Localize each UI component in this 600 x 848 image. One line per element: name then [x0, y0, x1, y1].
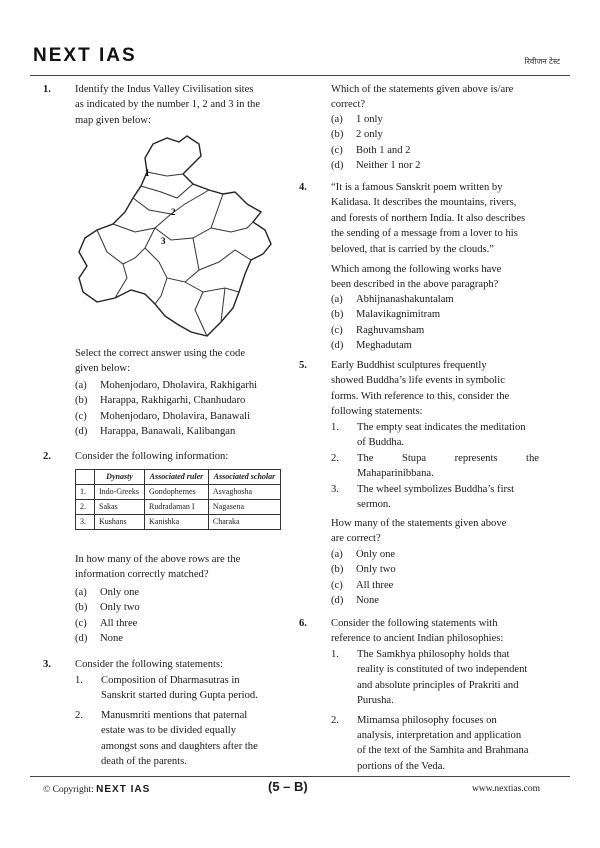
statement-key: 1.: [75, 675, 83, 686]
q1-option-a[interactable]: [75, 378, 285, 393]
table-row: [76, 500, 281, 515]
q4-question-line: Which among the following works have: [331, 264, 502, 275]
statement-text: [357, 482, 539, 513]
option-text: Only two: [356, 564, 396, 576]
option-text: Meghadutam: [356, 340, 412, 352]
map-label-2: 2: [171, 207, 176, 217]
statement-text: [357, 451, 539, 482]
statement-line: The wheel symbolizes Buddha’s first: [357, 483, 515, 495]
state-border: [211, 222, 253, 232]
option-key: (b): [75, 395, 88, 407]
q2-options: [75, 585, 285, 647]
india-map-figure: [75, 132, 285, 342]
q5-number: 5.: [299, 360, 307, 371]
option-key: (d): [331, 340, 344, 352]
statement-key: 1.: [331, 649, 339, 660]
state-border: [221, 288, 225, 322]
q1-option-c[interactable]: [75, 409, 285, 424]
q3-question: [331, 82, 538, 113]
table-cell: Rudradaman I: [145, 500, 209, 515]
state-border: [141, 184, 193, 198]
table-cell: Charaka: [208, 515, 280, 530]
option-key: (c): [331, 579, 343, 591]
statement-line: portions of the Veda.: [357, 760, 446, 772]
q2-question-line: In how many of the above rows are the: [75, 554, 241, 565]
q2-info-table: [75, 469, 281, 530]
q5-statements: [331, 420, 539, 512]
q4-quote-line: “It is a famous Sanskrit poem written by: [331, 182, 503, 193]
option-key: (a): [331, 294, 343, 305]
map-label-3: 3: [161, 236, 166, 246]
table-header-cell: Associated ruler: [145, 470, 209, 485]
q2-number: 2.: [43, 451, 51, 462]
q3-statement-1: [75, 673, 283, 704]
table-cell: Kanishka: [145, 515, 209, 530]
q1-stem-line: map given below:: [75, 114, 151, 126]
statement-line: sermon.: [357, 499, 391, 511]
state-border: [199, 250, 251, 270]
q3-option-b[interactable]: [331, 127, 541, 142]
option-text: Malavikagnimitram: [356, 309, 441, 321]
table-header-row: [76, 470, 281, 485]
option-text: None: [356, 595, 379, 607]
statement-line: Sanskrit started during Gupta period.: [101, 690, 258, 702]
q4-question: [331, 262, 539, 293]
q3-statements: [75, 673, 283, 769]
q2-option-c[interactable]: [75, 616, 285, 631]
option-key: (b): [331, 309, 344, 321]
statement-line: Manusmriti mentions that paternal: [101, 709, 248, 721]
q5-statement-1: [331, 420, 539, 451]
option-text: Neither 1 nor 2: [356, 160, 421, 172]
q5-stem-line: following statements:: [331, 406, 423, 418]
option-key: (a): [75, 587, 87, 598]
table-row: [76, 485, 281, 500]
page-number: (5 – B): [268, 779, 308, 794]
option-text: Harappa, Banawali, Kalibangan: [100, 426, 236, 438]
q1-stem: [75, 82, 282, 128]
q4-quote-line: the sending of a message from a lover to his: [331, 228, 518, 240]
india-outline: [79, 136, 271, 336]
statement-text: [357, 647, 539, 709]
table-row: [76, 515, 281, 530]
q1-options: [75, 378, 285, 440]
q4-number: 4.: [299, 182, 307, 193]
table-header-cell: Associated scholar: [208, 470, 280, 485]
option-text: None: [100, 633, 123, 645]
q5-option-b[interactable]: [331, 562, 541, 577]
statement-line: Mahaparinibbana.: [357, 468, 434, 480]
footer-copyright: [43, 782, 150, 798]
statement-key: 2.: [331, 714, 339, 726]
statement-line: of Buddha.: [357, 437, 405, 449]
q5-question-line: are correct?: [331, 533, 381, 545]
option-key: (a): [331, 549, 343, 560]
state-border: [113, 214, 171, 232]
copyright-text: © Copyright:: [43, 785, 94, 795]
statement-text: [101, 673, 283, 704]
option-key: (a): [75, 380, 87, 391]
table-header-cell: [76, 470, 95, 485]
q3-options: [331, 112, 541, 174]
q4-quote-line: beloved, that is carried by the clouds.”: [331, 243, 494, 255]
q5-question: [331, 516, 539, 547]
next-ias-logo: NEXT IAS: [33, 45, 137, 66]
q4-option-c[interactable]: [331, 323, 541, 338]
footer-logo: NEXT IAS: [96, 784, 151, 795]
q2-option-b[interactable]: [75, 600, 285, 615]
option-text: Only two: [100, 602, 140, 614]
statement-key: 1.: [331, 422, 339, 433]
q4-quote-line: Kalidasa. It describes the mountains, rivers,: [331, 197, 517, 209]
footer-rule: [30, 776, 570, 777]
q4-option-a[interactable]: [331, 292, 541, 307]
q4-option-b[interactable]: [331, 307, 541, 322]
q6-stem: [331, 616, 539, 647]
option-key: (d): [331, 160, 344, 172]
option-text: Abhijnanashakuntalam: [356, 294, 454, 305]
q6-stem-line: Consider the following statements with: [331, 618, 498, 629]
q1-stem-line: Identify the Indus Valley Civilisation sites: [75, 84, 254, 95]
q3-option-c[interactable]: [331, 143, 541, 158]
q5-stem: [331, 358, 539, 420]
q5-stem-line: forms. With reference to this, consider the: [331, 390, 510, 402]
q4-question-line: been described in the above paragraph?: [331, 279, 499, 291]
statement-line: of the text of the Samhita and Brahmana: [357, 745, 529, 757]
q6-statement-1: [331, 647, 539, 709]
table-cell: Asvaghosha: [208, 485, 280, 500]
statement-line: Purusha.: [357, 695, 394, 707]
option-key: (a): [331, 114, 343, 125]
q2-option-d[interactable]: [75, 631, 285, 646]
q3-question-line: correct?: [331, 99, 366, 111]
statement-line: analysis, interpretation and application: [357, 730, 522, 742]
option-text: Only one: [100, 587, 140, 598]
table-cell: Nagasena: [208, 500, 280, 515]
option-key: (c): [75, 617, 87, 629]
table-header-cell: Dynasty: [95, 470, 145, 485]
statement-line: estate was to be divided equally: [101, 725, 237, 737]
q6-statement-2: [331, 713, 539, 775]
statement-key: 2.: [331, 452, 339, 464]
statement-key: 3.: [331, 483, 339, 495]
statement-line: reality is constituted of two independent: [357, 664, 528, 676]
q4-options: [331, 292, 541, 354]
table-cell: 2.: [76, 500, 95, 515]
option-text: All three: [100, 617, 138, 629]
statement-text: [101, 708, 283, 770]
header-rule: [30, 75, 570, 76]
q3-option-d[interactable]: [331, 158, 541, 173]
q1-option-d[interactable]: [75, 424, 285, 439]
q1-instr-line: given below:: [75, 363, 131, 375]
state-border: [97, 228, 155, 264]
option-text: Mohenjodaro, Dholavira, Banawali: [100, 410, 251, 422]
option-key: (d): [75, 426, 88, 438]
option-key: (b): [331, 129, 344, 141]
q1-stem-line: as indicated by the number 1, 2 and 3 in the: [75, 99, 261, 111]
statement-text: [357, 713, 539, 775]
q2-option-a[interactable]: [75, 585, 285, 600]
q1-instr-line: Select the correct answer using the code: [75, 348, 246, 359]
option-key: (c): [331, 324, 343, 336]
option-key: (d): [331, 595, 344, 607]
table-cell: Indo-Greeks: [95, 485, 145, 500]
statement-line: amongst sons and daughters after the: [101, 740, 258, 752]
table-cell: Gondophernes: [145, 485, 209, 500]
statement-text: [357, 420, 539, 451]
q5-option-c[interactable]: [331, 578, 541, 593]
table-cell: 1.: [76, 485, 95, 500]
q5-option-d[interactable]: [331, 593, 541, 608]
q5-question-line: How many of the statements given above: [331, 518, 507, 529]
q1-instruction: [75, 346, 282, 377]
option-text: Both 1 and 2: [356, 144, 411, 156]
statement-line: Mimamsa philosophy focuses on: [357, 714, 497, 726]
q6-number: 6.: [299, 618, 307, 629]
q4-quote-line: and forests of northern India. It also describes: [331, 212, 526, 224]
q5-statement-3: [331, 482, 539, 513]
q5-option-a[interactable]: [331, 547, 541, 562]
table-cell: 3.: [76, 515, 95, 530]
table-cell: Sakas: [95, 500, 145, 515]
option-text: Harappa, Rakhigarhi, Chanhudaro: [100, 395, 246, 407]
option-text: 2 only: [356, 129, 383, 141]
q5-statement-2: [331, 451, 539, 482]
option-text: Raghuvamsham: [356, 324, 425, 336]
q6-stem-line: reference to ancient Indian philosophies:: [331, 633, 504, 645]
option-key: (c): [75, 410, 87, 422]
q3-statement-2: [75, 708, 283, 770]
q6-statements: [331, 647, 539, 774]
state-border: [155, 278, 167, 304]
option-key: (b): [75, 602, 88, 614]
state-border: [195, 292, 207, 336]
state-border: [185, 282, 239, 292]
option-key: (b): [331, 564, 344, 576]
q2-question: [75, 552, 282, 583]
q3-question-line: Which of the statements given above is/are: [331, 84, 514, 95]
option-key: (c): [331, 144, 343, 156]
q5-stem-line: showed Buddha’s life events in symbolic: [331, 375, 505, 387]
q2-stem: Consider the following information:: [75, 451, 229, 462]
map-label-1: 1: [145, 168, 150, 178]
q3-number: 3.: [43, 659, 51, 670]
q5-options: [331, 547, 541, 609]
q4-quote: [331, 180, 539, 257]
q3-option-a[interactable]: [331, 112, 541, 127]
q4-option-d[interactable]: [331, 338, 541, 353]
q1-number: 1.: [43, 84, 51, 95]
statement-line: and absolute principles of Prakriti and: [357, 679, 519, 691]
option-text: 1 only: [356, 114, 383, 125]
state-border: [145, 238, 199, 282]
option-text: Only one: [356, 549, 396, 560]
option-text: Mohenjodaro, Dholavira, Rakhigarhi: [100, 380, 258, 391]
statement-line: The Stupa represents the: [357, 452, 539, 464]
state-border: [155, 194, 223, 240]
table-cell: Kushans: [95, 515, 145, 530]
option-text: All three: [356, 579, 394, 591]
header-right-label: रिवीजन टेस्ट: [524, 57, 560, 66]
q2-question-line: information correctly matched?: [75, 569, 209, 581]
statement-line: The empty seat indicates the meditation: [357, 422, 526, 433]
q5-stem-line: Early Buddhist sculptures frequently: [331, 360, 487, 371]
footer-website[interactable]: www.nextias.com: [472, 784, 540, 794]
q1-option-b[interactable]: [75, 393, 285, 408]
statement-line: Composition of Dharmasutras in: [101, 675, 240, 686]
q3-stem: Consider the following statements:: [75, 659, 223, 670]
statement-line: The Samkhya philosophy holds that: [357, 649, 510, 660]
statement-line: death of the parents.: [101, 756, 187, 768]
statement-key: 2.: [75, 709, 83, 721]
option-key: (d): [75, 633, 88, 645]
state-border: [147, 172, 183, 176]
